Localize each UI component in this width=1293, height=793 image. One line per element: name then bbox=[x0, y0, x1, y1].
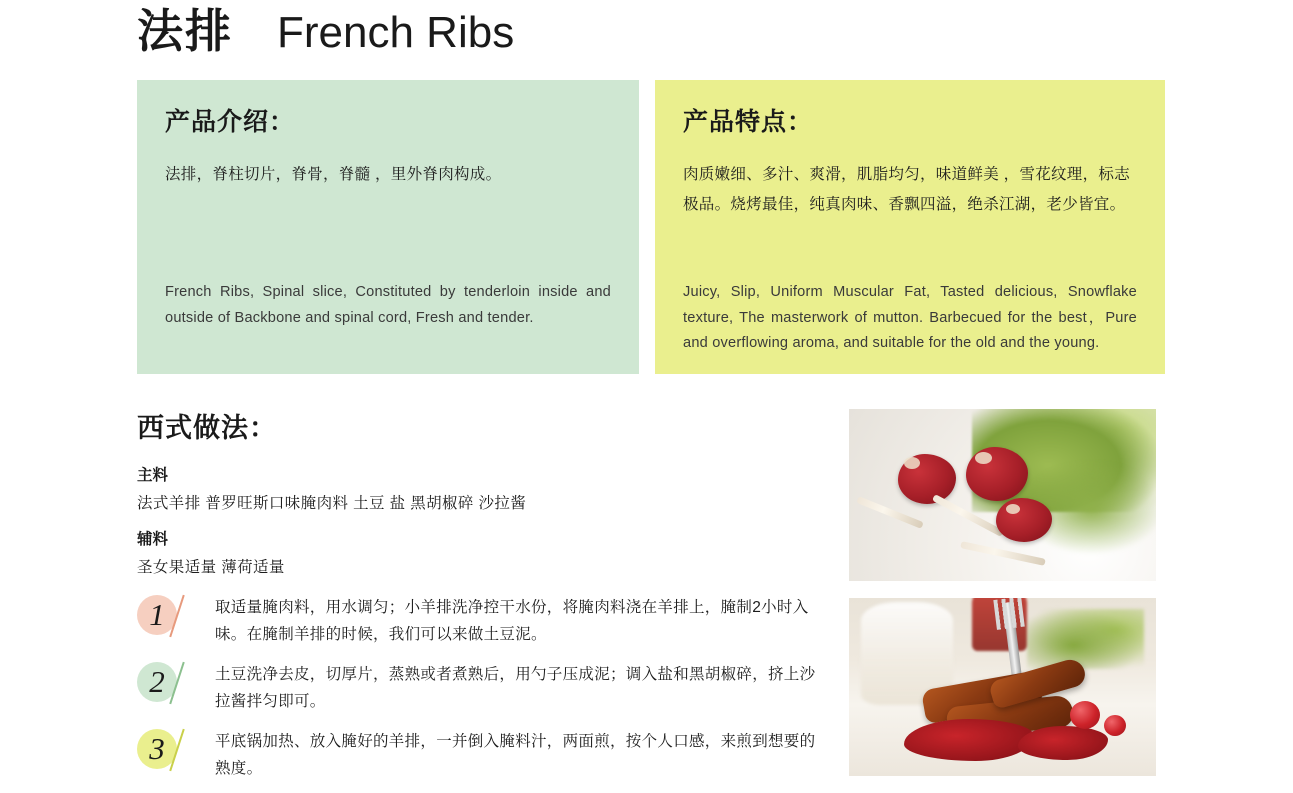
cooked-french-ribs-photo bbox=[849, 598, 1156, 776]
step-number-badge bbox=[137, 726, 189, 778]
page-title-english: French Ribs bbox=[277, 8, 515, 57]
raw-french-ribs-photo bbox=[849, 409, 1156, 581]
recipe-steps bbox=[137, 592, 817, 793]
step-text: 平底锅加热、放入腌好的羊排，一并倒入腌料汁，两面煎，按个人口感，来煎到想要的熟度。 bbox=[215, 733, 816, 778]
product-features-chinese-text: 肉质嫩细、多汁、爽滑，肌脂均匀，味道鲜美 ，雪花纹理，标志极品。烧烤最佳，纯真肉味、香飘四溢，绝杀江湖，老少皆宜。 bbox=[683, 166, 1131, 214]
step-number: 2 bbox=[149, 664, 165, 699]
step-number: 1 bbox=[149, 597, 165, 632]
sub-ingredients-list: 圣女果适量 薄荷适量 bbox=[137, 559, 285, 576]
recipe-step bbox=[137, 592, 817, 650]
product-features-english-text: Juicy, Slip, Uniform Muscular Fat, Tasted delicious, Snowflake texture, The masterwork of mutton. Barbecued for the best，Pure and overflowing aroma, and suitable for the old and the young. bbox=[683, 284, 1137, 352]
page-title bbox=[137, 4, 514, 59]
product-intro-english-text: French Ribs, Spinal slice, Constituted by tenderloin inside and outside of Backbone and spinal cord, Fresh and tender. bbox=[165, 284, 611, 326]
product-intro-chinese-text: 法排，脊柱切片，脊骨，脊髓 ，里外脊肉构成。 bbox=[165, 166, 502, 183]
recipe-step bbox=[137, 726, 817, 784]
page-title-chinese: 法排 bbox=[137, 5, 233, 57]
product-features-heading: 产品特点： bbox=[683, 108, 814, 136]
step-number-badge bbox=[137, 592, 189, 644]
product-features-panel bbox=[655, 80, 1165, 374]
main-ingredients-block bbox=[137, 463, 526, 513]
product-intro-panel bbox=[137, 80, 639, 374]
step-text: 取适量腌肉料，用水调匀；小羊排洗净控干水份，将腌肉料浇在羊排上，腌制2小时入味。在腌制羊排的时候，我们可以来做土豆泥。 bbox=[215, 599, 809, 644]
main-ingredients-label: 主料 bbox=[137, 467, 169, 484]
recipe-step bbox=[137, 659, 817, 717]
step-text: 土豆洗净去皮，切厚片，蒸熟或者煮熟后，用勺子压成泥；调入盐和黑胡椒碎，挤上沙拉酱拌匀即可。 bbox=[215, 666, 816, 711]
recipe-heading: 西式做法： bbox=[137, 413, 277, 443]
sub-ingredients-block bbox=[137, 527, 285, 577]
sub-ingredients-label: 辅料 bbox=[137, 531, 169, 548]
step-number-badge bbox=[137, 659, 189, 711]
product-intro-heading: 产品介绍： bbox=[165, 108, 296, 136]
step-number: 3 bbox=[149, 731, 165, 766]
main-ingredients-list: 法式羊排 普罗旺斯口味腌肉料 土豆 盐 黑胡椒碎 沙拉酱 bbox=[137, 495, 527, 512]
